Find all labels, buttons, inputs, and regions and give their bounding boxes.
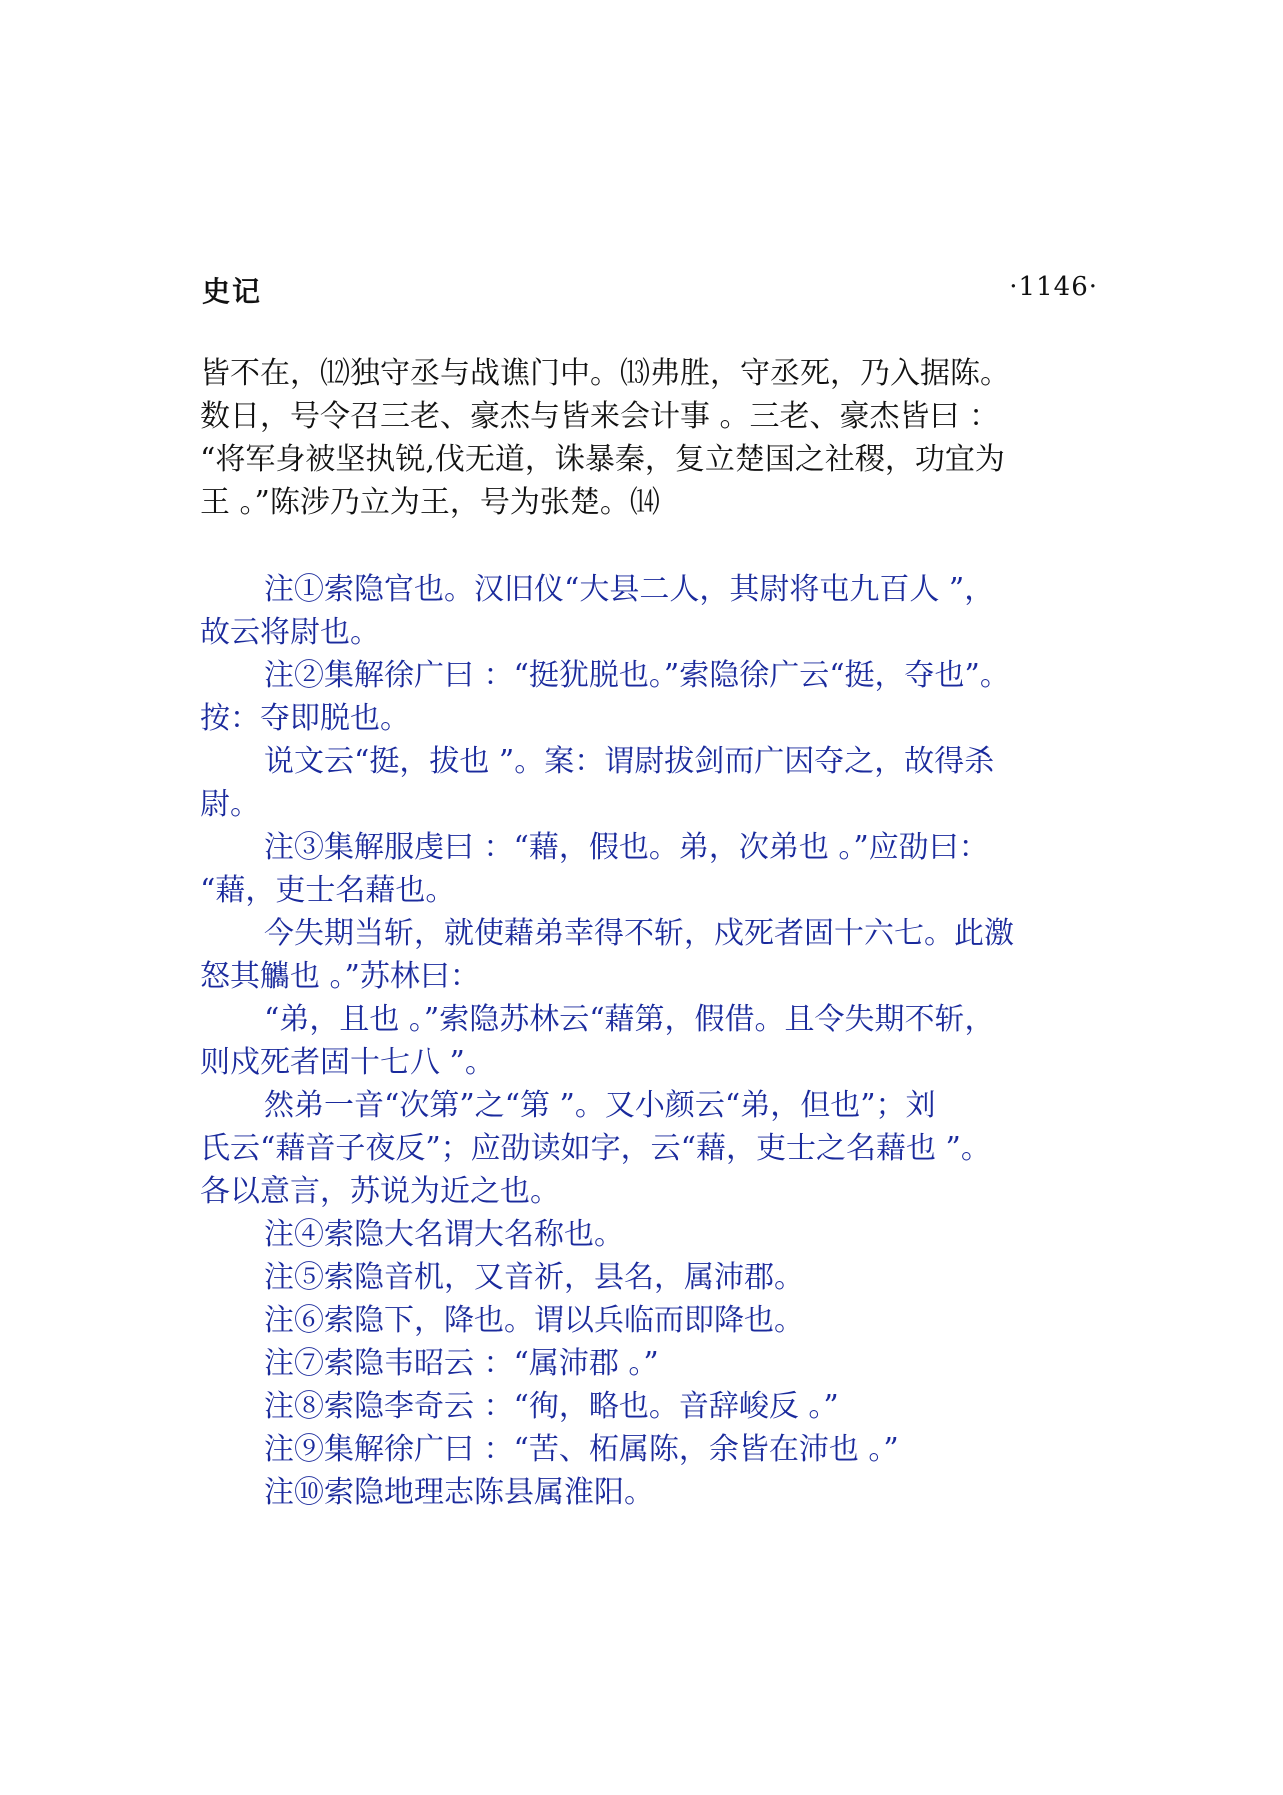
annotation-line: 尉。 bbox=[200, 787, 260, 822]
main-text bbox=[200, 352, 1120, 524]
annotation-line: 注⑧索隐李奇云 ：“徇，略也。音辞峻反 。” bbox=[264, 1389, 839, 1424]
annotation-line: 注①索隐官也。汉旧仪“大县二人，其尉将屯九百人 ”， bbox=[264, 572, 995, 607]
annotation-line: “藉，吏士名藉也。 bbox=[200, 873, 456, 908]
annotation-line: 今失期当斩，就使藉弟幸得不斩，戍死者固十六七。此激 bbox=[264, 916, 1014, 951]
annotation-line: 注⑥索隐下，降也。谓以兵临而即降也。 bbox=[264, 1303, 804, 1338]
annotation-line: 注④索隐大名谓大名称也。 bbox=[264, 1217, 624, 1252]
annotation-line: 怒其觿也 。”苏林曰： bbox=[200, 959, 480, 994]
annotation-line: 说文云“挺，拔也 ”。案：谓尉拔剑而广因夺之，故得杀 bbox=[264, 744, 995, 779]
annotation-line: 注⑦索隐韦昭云 ：“属沛郡 。” bbox=[264, 1346, 659, 1381]
annotation-line: 注⑨集解徐广曰 ：“苦、柘属陈，余皆在沛也 。” bbox=[264, 1432, 899, 1467]
page-header bbox=[202, 270, 1098, 310]
annotation-line: 则戍死者固十七八 ”。 bbox=[200, 1045, 495, 1080]
main-text-line: 皆不在，⑿独守丞与战谯门中。⒀弗胜，守丞死，乃入据陈。 bbox=[200, 356, 1010, 391]
annotations bbox=[200, 568, 1120, 1514]
annotation-line: 故云将尉也。 bbox=[200, 615, 380, 650]
annotation-line: 注③集解服虔曰 ：“藉，假也。弟，次弟也 。”应劭曰： bbox=[264, 830, 989, 865]
annotation-line: 注⑤索隐音机，又音祈，县名，属沛郡。 bbox=[264, 1260, 804, 1295]
main-text-line: 王 。”陈涉乃立为王，号为张楚。⒁ bbox=[200, 485, 660, 520]
page-number: ·1146· bbox=[1009, 272, 1098, 302]
annotation-line: 按：夺即脱也。 bbox=[200, 701, 410, 736]
annotation-line: “弟，且也 。”索隐苏林云“藉第，假借。且令失期不斩， bbox=[264, 1002, 995, 1037]
annotation-line: 注⑩索隐地理志陈县属淮阳。 bbox=[264, 1475, 654, 1510]
main-text-line: 数日，号令召三老、豪杰与皆来会计事 。三老、豪杰皆曰 ： bbox=[200, 399, 1000, 434]
main-text-line: “将军身被坚执锐,伐无道，诛暴秦，复立楚国之社稷，功宜为 bbox=[200, 442, 1005, 477]
book-title: 史记 bbox=[202, 275, 263, 308]
annotation-line: 各以意言，苏说为近之也。 bbox=[200, 1174, 560, 1209]
annotation-line: 然弟一音“次第”之“第 ”。又小颜云“弟，但也”；刘 bbox=[264, 1088, 936, 1123]
annotation-line: 注②集解徐广曰 ：“挺犹脱也。”索隐徐广云“挺，夺也”。 bbox=[264, 658, 1010, 693]
annotation-line: 氏云“藉音子夜反”；应劭读如字，云“藉，吏士之名藉也 ”。 bbox=[200, 1131, 991, 1166]
